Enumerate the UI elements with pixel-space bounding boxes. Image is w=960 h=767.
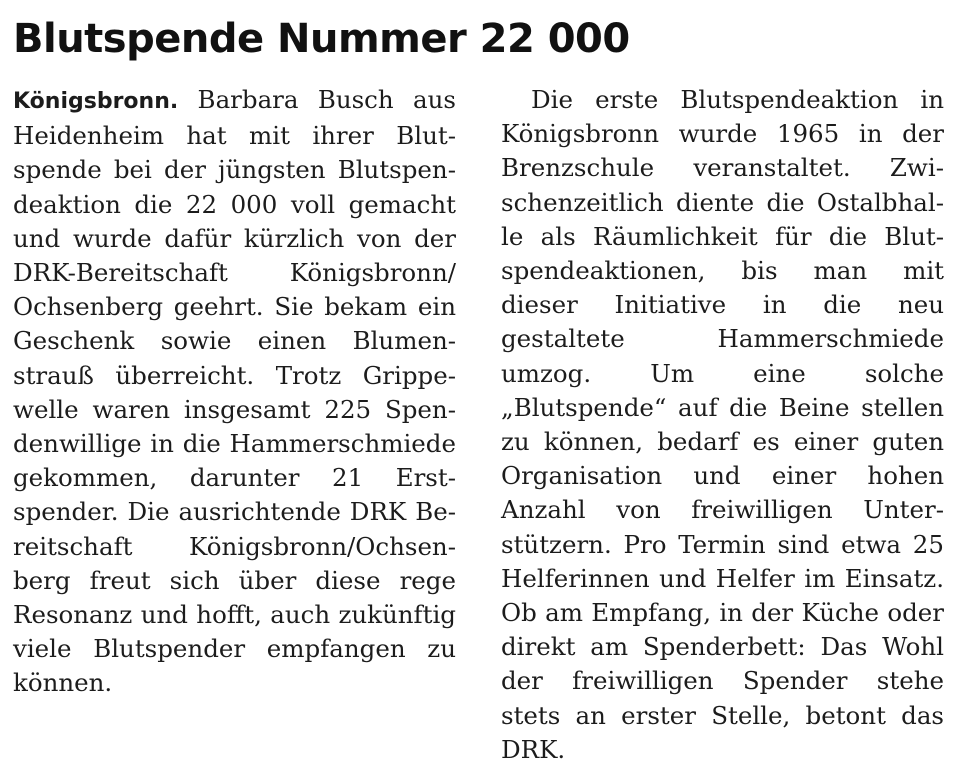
article-paragraph-right: Die erste Blutspendeaktion in Königsbronn wurde 1965 in der Brenzschule veranstaltet. Zwischenzeitlich diente die Ostalbhalle als Räumlichkeit für die Blutspendeaktionen, bis man mit dieser Initiative in die neu gestaltete Hammerschmiede umzog. Um eine solche „Blutspende“ auf die Beine stellen zu können, bedarf es einer guten Organisation und einer hohen Anzahl von freiwilligen Unterstützern. Pro Termin sind etwa 25 Helferinnen und Helfer im Einsatz. Ob am Empfang, in der Küche oder direkt am Spenderbett: Das Wohl der freiwilligen Spender stehe stets an erster Stelle, betont das DRK.: [501, 85, 944, 764]
article-dateline: Königsbronn.: [13, 89, 179, 114]
article-text-left: Barbara Busch aus Heidenheim hat mit ihrer Blutspende bei der jüngsten Blutspendeaktion die 22 000 voll gemacht und wurde dafür kürzlich von der DRK-Bereitschaft Königsbronn/ Ochsenberg geehrt. Sie bekam ein Geschenk sowie einen Blumenstrauß überreicht. Trotz Grippewelle waren insgesamt 225 Spendenwillige in die Hammerschmiede gekommen, darunter 21 Erstspender. Die ausrichtende DRK Bereitschaft Königsbronn/Ochsenberg freut sich über diese rege Resonanz und hofft, auch zukünftig viele Blutspender empfangen zu können.: [13, 85, 456, 698]
article-body: [13, 83, 944, 767]
article-column-right: [501, 83, 944, 767]
article-column-left: [13, 83, 456, 767]
article-headline: Blutspende Nummer 22 000: [13, 16, 630, 62]
article-paragraph-left: [13, 83, 456, 701]
